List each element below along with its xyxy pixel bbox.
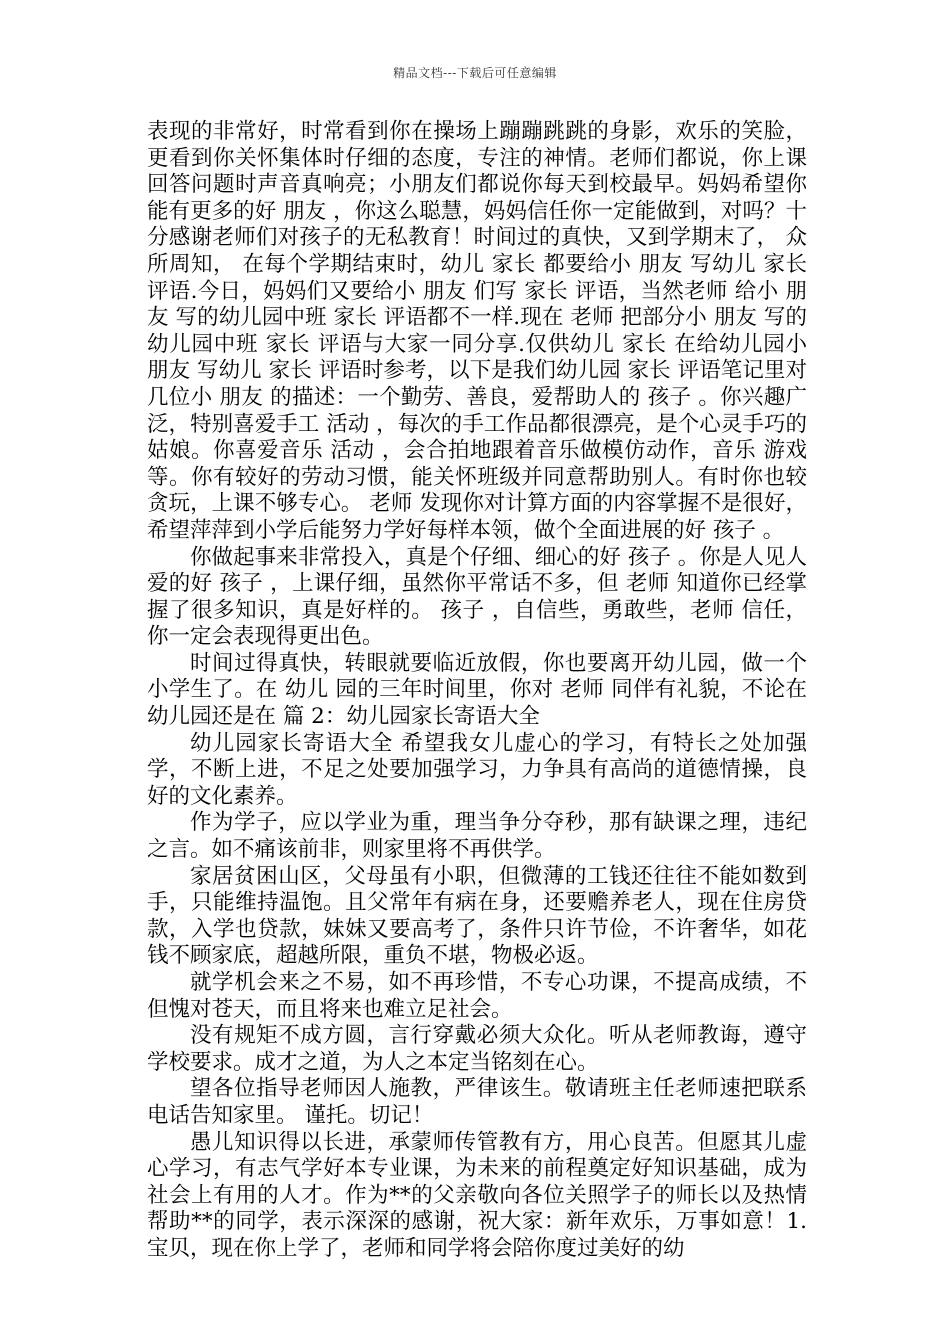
paragraph: 你做起事来非常投入，真是个仔细、细心的好 孩子 。你是人见人爱的好 孩子 ，上课仔细，虽然你平常话不多，但 老师 知道你已经掌握了很多知识，真是好样的。 孩子 ，自信些，勇敢些，老师 信任，你一定会表现得更出色。 xyxy=(147,544,807,650)
paragraph: 望各位指导老师因人施教，严律该生。敬请班主任老师速把联系电话告知家里。 谨托。切记！ xyxy=(147,1076,807,1128)
paragraph: 表现的非常好，时常看到你在操场上蹦蹦跳跳的身影，欢乐的笑脸，更看到你关怀集体时仔细的态度，专注的神情。老师们都说，你上课回答问题时声音真响亮；小朋友们都说你每天到校最早。妈妈希望你能有更多的好 朋友 ，你这么聪慧，妈妈信任你一定能做到，对吗？十分感谢老师们对孩子的无私教育！时间过的真快，又到学期末了， 众所周知， 在每个学期结束时，幼儿 家长 都要给小 朋友 写幼儿 家长 评语.今日，妈妈们又要给小 朋友 们写 家长 评语，当然老师 给小 朋友 写的幼儿园中班 家长 评语都不一样.现在 老师 把部分小 朋友 写的幼儿园中班 家长 评语与大家一同分享.仅供幼儿 家长 在给幼儿园小 朋友 写幼儿 家长 评语时参考，以下是我们幼儿园 家长 评语笔记里对几位小 朋友 的描述：一个勤劳、善良，爱帮助人的 孩子 。你兴趣广泛，特别喜爱手工 活动 ，每次的手工作品都很漂亮，是个心灵手巧的姑娘。你喜爱音乐 活动 ，会合拍地跟着音乐做模仿动作，音乐 游戏 等。你有较好的劳动习惯，能关怀班级并同意帮助别人。有时你也较贪玩，上课不够专心。 老师 发现你对计算方面的内容掌握不是很好，希望萍萍到小学后能努力学好每样本领，做个全面进展的好 孩子 。 xyxy=(147,119,807,543)
paragraph: 作为学子，应以学业为重，理当争分夺秒，那有缺课之理，违纪之言。如不痛该前非，则家里将不再供学。 xyxy=(147,810,807,863)
page-header: 精品文档---下载后可任意编辑 xyxy=(393,66,557,80)
paragraph: 就学机会来之不易，如不再珍惜，不专心功课，不提高成绩，不但愧对苍天，而且将来也难立足社会。 xyxy=(147,970,807,1022)
document-body xyxy=(147,119,807,1263)
paragraph: 家居贫困山区，父母虽有小职，但微薄的工钱还往往不能如数到手，只能维持温饱。且父常年有病在身，还要赡养老人，现在住房贷款，入学也贷款，妹妹又要高考了，条件只许节俭，不许奢华，如花钱不顾家底，超越所限，重负不堪，物极必返。 xyxy=(147,863,807,969)
paragraph: 幼儿园家长寄语大全 希望我女儿虚心的学习，有特长之处加强学，不断上进，不足之处要加强学习，力争具有高尚的道德情操，良好的文化素养。 xyxy=(147,730,807,809)
paragraph: 没有规矩不成方圆，言行穿戴必须大众化。听从老师教诲，遵守学校要求。成才之道，为人之本定当铭刻在心。 xyxy=(147,1023,807,1075)
paragraph: 愚儿知识得以长进，承蒙师传管教有方，用心良苦。但愿其儿虚心学习，有志气学好本专业课，为未来的前程奠定好知识基础，成为社会上有用的人才。作为**的父亲敬向各位关照学子的师长以及热情帮助**的同学，表示深深的感谢，祝大家：新年欢乐，万事如意！1.宝贝，现在你上学了，老师和同学将会陪你度过美好的幼 xyxy=(147,1129,807,1261)
paragraph: 时间过得真快，转眼就要临近放假，你也要离开幼儿园，做一个小学生了。在 幼儿 园的三年时间里，你对 老师 同伴有礼貌，不论在幼儿园还是在 篇 2：幼儿园家长寄语大全 xyxy=(147,650,807,730)
